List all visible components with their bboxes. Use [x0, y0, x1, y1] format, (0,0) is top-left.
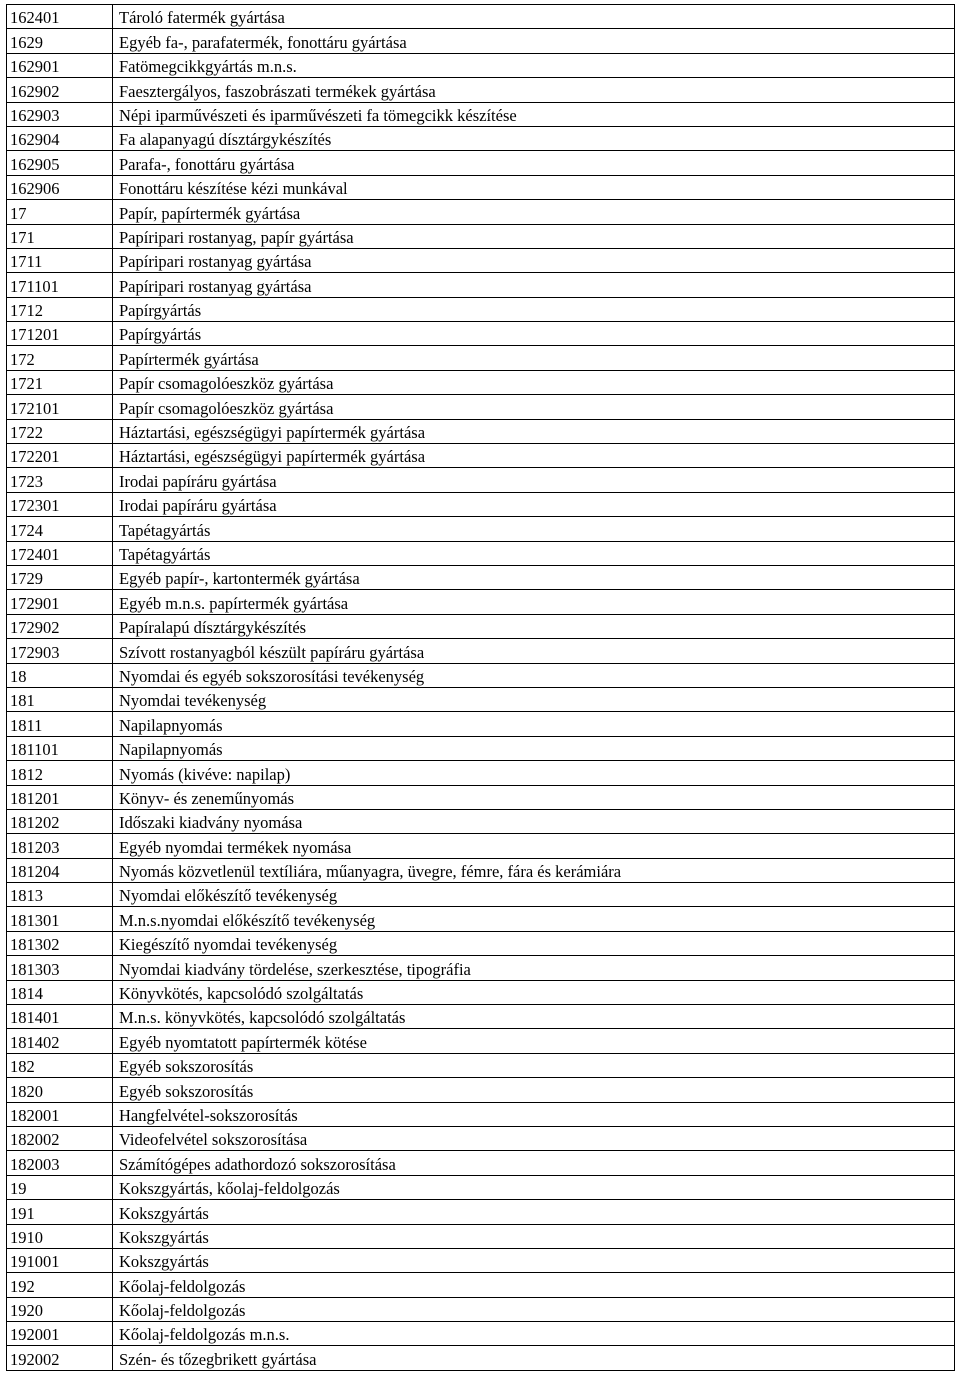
activity-code-cell: 162903 [7, 102, 113, 126]
table-row [7, 687, 955, 711]
activity-code-cell: 171201 [7, 322, 113, 346]
activity-code-cell: 181203 [7, 834, 113, 858]
activity-description-cell: Egyéb fa-, parafatermék, fonottáru gyártása [113, 29, 955, 53]
activity-description-cell: Papíripari rostanyag, papír gyártása [113, 224, 955, 248]
table-row [7, 883, 955, 907]
table-row [7, 565, 955, 589]
activity-description-cell: Számítógépes adathordozó sokszorosítása [113, 1151, 955, 1175]
activity-description-cell: Papírgyártás [113, 297, 955, 321]
activity-code-cell: 162904 [7, 126, 113, 150]
activity-description-cell: Irodai papíráru gyártása [113, 492, 955, 516]
activity-code-cell: 1812 [7, 761, 113, 785]
table-row [7, 541, 955, 565]
activity-code-cell: 172 [7, 346, 113, 370]
activity-description-cell: Fa alapanyagú dísztárgykészítés [113, 126, 955, 150]
activity-code-cell: 181401 [7, 1005, 113, 1029]
activity-description-cell: Nyomás közvetlenül textíliára, műanyagra, üvegre, fémre, fára és kerámiára [113, 858, 955, 882]
activity-code-cell: 172901 [7, 590, 113, 614]
activity-description-cell: Papír, papírtermék gyártása [113, 200, 955, 224]
activity-description-cell: Napilapnyomás [113, 736, 955, 760]
activity-code-cell: 162902 [7, 78, 113, 102]
table-row [7, 444, 955, 468]
activity-code-cell: 1729 [7, 565, 113, 589]
activity-description-cell: Egyéb sokszorosítás [113, 1053, 955, 1077]
table-row [7, 1224, 955, 1248]
activity-code-cell: 172401 [7, 541, 113, 565]
table-row [7, 53, 955, 77]
activity-code-cell: 181303 [7, 956, 113, 980]
table-row [7, 5, 955, 29]
activity-code-cell: 181204 [7, 858, 113, 882]
table-row [7, 29, 955, 53]
activity-code-cell: 192002 [7, 1346, 113, 1370]
activity-code-cell: 191001 [7, 1248, 113, 1272]
activity-description-cell: Egyéb nyomtatott papírtermék kötése [113, 1029, 955, 1053]
activity-code-cell: 1721 [7, 370, 113, 394]
table-row [7, 785, 955, 809]
table-row [7, 175, 955, 199]
activity-code-cell: 162906 [7, 175, 113, 199]
table-row [7, 980, 955, 1004]
table-row [7, 151, 955, 175]
table-row [7, 1102, 955, 1126]
table-row [7, 639, 955, 663]
activity-code-cell: 181 [7, 687, 113, 711]
activity-description-cell: Szívott rostanyagból készült papíráru gyártása [113, 639, 955, 663]
activity-code-cell: 162901 [7, 53, 113, 77]
activity-code-cell: 171 [7, 224, 113, 248]
activity-description-cell: Hangfelvétel-sokszorosítás [113, 1102, 955, 1126]
activity-description-cell: Egyéb sokszorosítás [113, 1078, 955, 1102]
table-row [7, 1200, 955, 1224]
table-row [7, 200, 955, 224]
activity-description-cell: Egyéb papír-, kartontermék gyártása [113, 565, 955, 589]
activity-code-cell: 182001 [7, 1102, 113, 1126]
activity-description-cell: Háztartási, egészségügyi papírtermék gyártása [113, 419, 955, 443]
activity-description-cell: Fatömegcikkgyártás m.n.s. [113, 53, 955, 77]
activity-description-cell: Tapétagyártás [113, 541, 955, 565]
table-row [7, 761, 955, 785]
activity-description-cell: Időszaki kiadvány nyomása [113, 809, 955, 833]
table-row [7, 224, 955, 248]
activity-code-cell: 1711 [7, 248, 113, 272]
activity-description-cell: Népi iparművészeti és iparművészeti fa tömegcikk készítése [113, 102, 955, 126]
activity-code-cell: 181201 [7, 785, 113, 809]
table-row [7, 248, 955, 272]
activity-code-cell: 1813 [7, 883, 113, 907]
document-page [6, 4, 954, 1371]
activity-description-cell: Papír csomagolóeszköz gyártása [113, 395, 955, 419]
activity-description-cell: Nyomás (kivéve: napilap) [113, 761, 955, 785]
table-row [7, 102, 955, 126]
activity-description-cell: Egyéb m.n.s. papírtermék gyártása [113, 590, 955, 614]
activity-description-cell: Háztartási, egészségügyi papírtermék gyártása [113, 444, 955, 468]
activity-code-cell: 17 [7, 200, 113, 224]
table-row [7, 1175, 955, 1199]
activity-description-cell: M.n.s. könyvkötés, kapcsolódó szolgáltatás [113, 1005, 955, 1029]
activity-description-cell: Fonottáru készítése kézi munkával [113, 175, 955, 199]
activity-description-cell: Kőolaj-feldolgozás [113, 1297, 955, 1321]
activity-code-table [6, 4, 955, 1371]
activity-code-cell: 181302 [7, 931, 113, 955]
table-row [7, 736, 955, 760]
activity-code-cell: 172902 [7, 614, 113, 638]
activity-code-cell: 182003 [7, 1151, 113, 1175]
table-body [7, 5, 955, 1371]
activity-code-cell: 182 [7, 1053, 113, 1077]
activity-description-cell: Könyvkötés, kapcsolódó szolgáltatás [113, 980, 955, 1004]
activity-code-cell: 1724 [7, 517, 113, 541]
activity-description-cell: Faesztergályos, faszobrászati termékek gyártása [113, 78, 955, 102]
activity-code-cell: 191 [7, 1200, 113, 1224]
activity-code-cell: 181202 [7, 809, 113, 833]
table-row [7, 1151, 955, 1175]
activity-code-cell: 1910 [7, 1224, 113, 1248]
activity-code-cell: 181301 [7, 907, 113, 931]
activity-description-cell: Kőolaj-feldolgozás [113, 1273, 955, 1297]
activity-code-cell: 1811 [7, 712, 113, 736]
activity-code-cell: 162401 [7, 5, 113, 29]
table-row [7, 395, 955, 419]
table-row [7, 907, 955, 931]
table-row [7, 78, 955, 102]
activity-description-cell: M.n.s.nyomdai előkészítő tevékenység [113, 907, 955, 931]
table-row [7, 1248, 955, 1272]
activity-code-cell: 181402 [7, 1029, 113, 1053]
table-row [7, 273, 955, 297]
table-row [7, 834, 955, 858]
table-row [7, 1273, 955, 1297]
activity-description-cell: Nyomdai kiadvány tördelése, szerkesztése, tipográfia [113, 956, 955, 980]
activity-description-cell: Papíripari rostanyag gyártása [113, 273, 955, 297]
table-row [7, 956, 955, 980]
table-row [7, 590, 955, 614]
activity-description-cell: Parafa-, fonottáru gyártása [113, 151, 955, 175]
activity-code-cell: 18 [7, 663, 113, 687]
activity-code-cell: 172301 [7, 492, 113, 516]
table-row [7, 346, 955, 370]
table-row [7, 1029, 955, 1053]
activity-description-cell: Papíralapú dísztárgykészítés [113, 614, 955, 638]
activity-code-cell: 1814 [7, 980, 113, 1004]
activity-description-cell: Tároló fatermék gyártása [113, 5, 955, 29]
activity-description-cell: Kokszgyártás, kőolaj-feldolgozás [113, 1175, 955, 1199]
activity-code-cell: 172903 [7, 639, 113, 663]
activity-code-cell: 182002 [7, 1126, 113, 1150]
table-row [7, 1346, 955, 1370]
activity-description-cell: Kokszgyártás [113, 1224, 955, 1248]
activity-description-cell: Papíripari rostanyag gyártása [113, 248, 955, 272]
table-row [7, 858, 955, 882]
activity-code-cell: 192001 [7, 1322, 113, 1346]
table-row [7, 1297, 955, 1321]
table-row [7, 322, 955, 346]
activity-code-cell: 1629 [7, 29, 113, 53]
activity-code-cell: 192 [7, 1273, 113, 1297]
activity-code-cell: 1920 [7, 1297, 113, 1321]
activity-description-cell: Könyv- és zeneműnyomás [113, 785, 955, 809]
activity-description-cell: Kokszgyártás [113, 1248, 955, 1272]
table-row [7, 492, 955, 516]
activity-description-cell: Nyomdai és egyéb sokszorosítási tevékenység [113, 663, 955, 687]
table-row [7, 517, 955, 541]
table-row [7, 1005, 955, 1029]
table-row [7, 370, 955, 394]
activity-description-cell: Papírtermék gyártása [113, 346, 955, 370]
activity-description-cell: Egyéb nyomdai termékek nyomása [113, 834, 955, 858]
activity-description-cell: Napilapnyomás [113, 712, 955, 736]
activity-code-cell: 1712 [7, 297, 113, 321]
activity-description-cell: Papír csomagolóeszköz gyártása [113, 370, 955, 394]
activity-code-cell: 1722 [7, 419, 113, 443]
activity-description-cell: Irodai papíráru gyártása [113, 468, 955, 492]
activity-description-cell: Kőolaj-feldolgozás m.n.s. [113, 1322, 955, 1346]
table-row [7, 614, 955, 638]
activity-description-cell: Tapétagyártás [113, 517, 955, 541]
table-row [7, 126, 955, 150]
activity-code-cell: 1820 [7, 1078, 113, 1102]
table-row [7, 1053, 955, 1077]
activity-description-cell: Nyomdai tevékenység [113, 687, 955, 711]
activity-code-cell: 181101 [7, 736, 113, 760]
table-row [7, 1126, 955, 1150]
activity-code-cell: 172201 [7, 444, 113, 468]
table-row [7, 1078, 955, 1102]
table-row [7, 419, 955, 443]
activity-code-cell: 172101 [7, 395, 113, 419]
activity-description-cell: Videofelvétel sokszorosítása [113, 1126, 955, 1150]
activity-description-cell: Kiegészítő nyomdai tevékenység [113, 931, 955, 955]
activity-description-cell: Szén- és tőzegbrikett gyártása [113, 1346, 955, 1370]
table-row [7, 297, 955, 321]
activity-code-cell: 162905 [7, 151, 113, 175]
table-row [7, 663, 955, 687]
table-row [7, 1322, 955, 1346]
activity-code-cell: 19 [7, 1175, 113, 1199]
activity-code-cell: 1723 [7, 468, 113, 492]
activity-description-cell: Papírgyártás [113, 322, 955, 346]
table-row [7, 468, 955, 492]
table-row [7, 931, 955, 955]
table-row [7, 712, 955, 736]
table-row [7, 809, 955, 833]
activity-description-cell: Kokszgyártás [113, 1200, 955, 1224]
activity-description-cell: Nyomdai előkészítő tevékenység [113, 883, 955, 907]
activity-code-cell: 171101 [7, 273, 113, 297]
